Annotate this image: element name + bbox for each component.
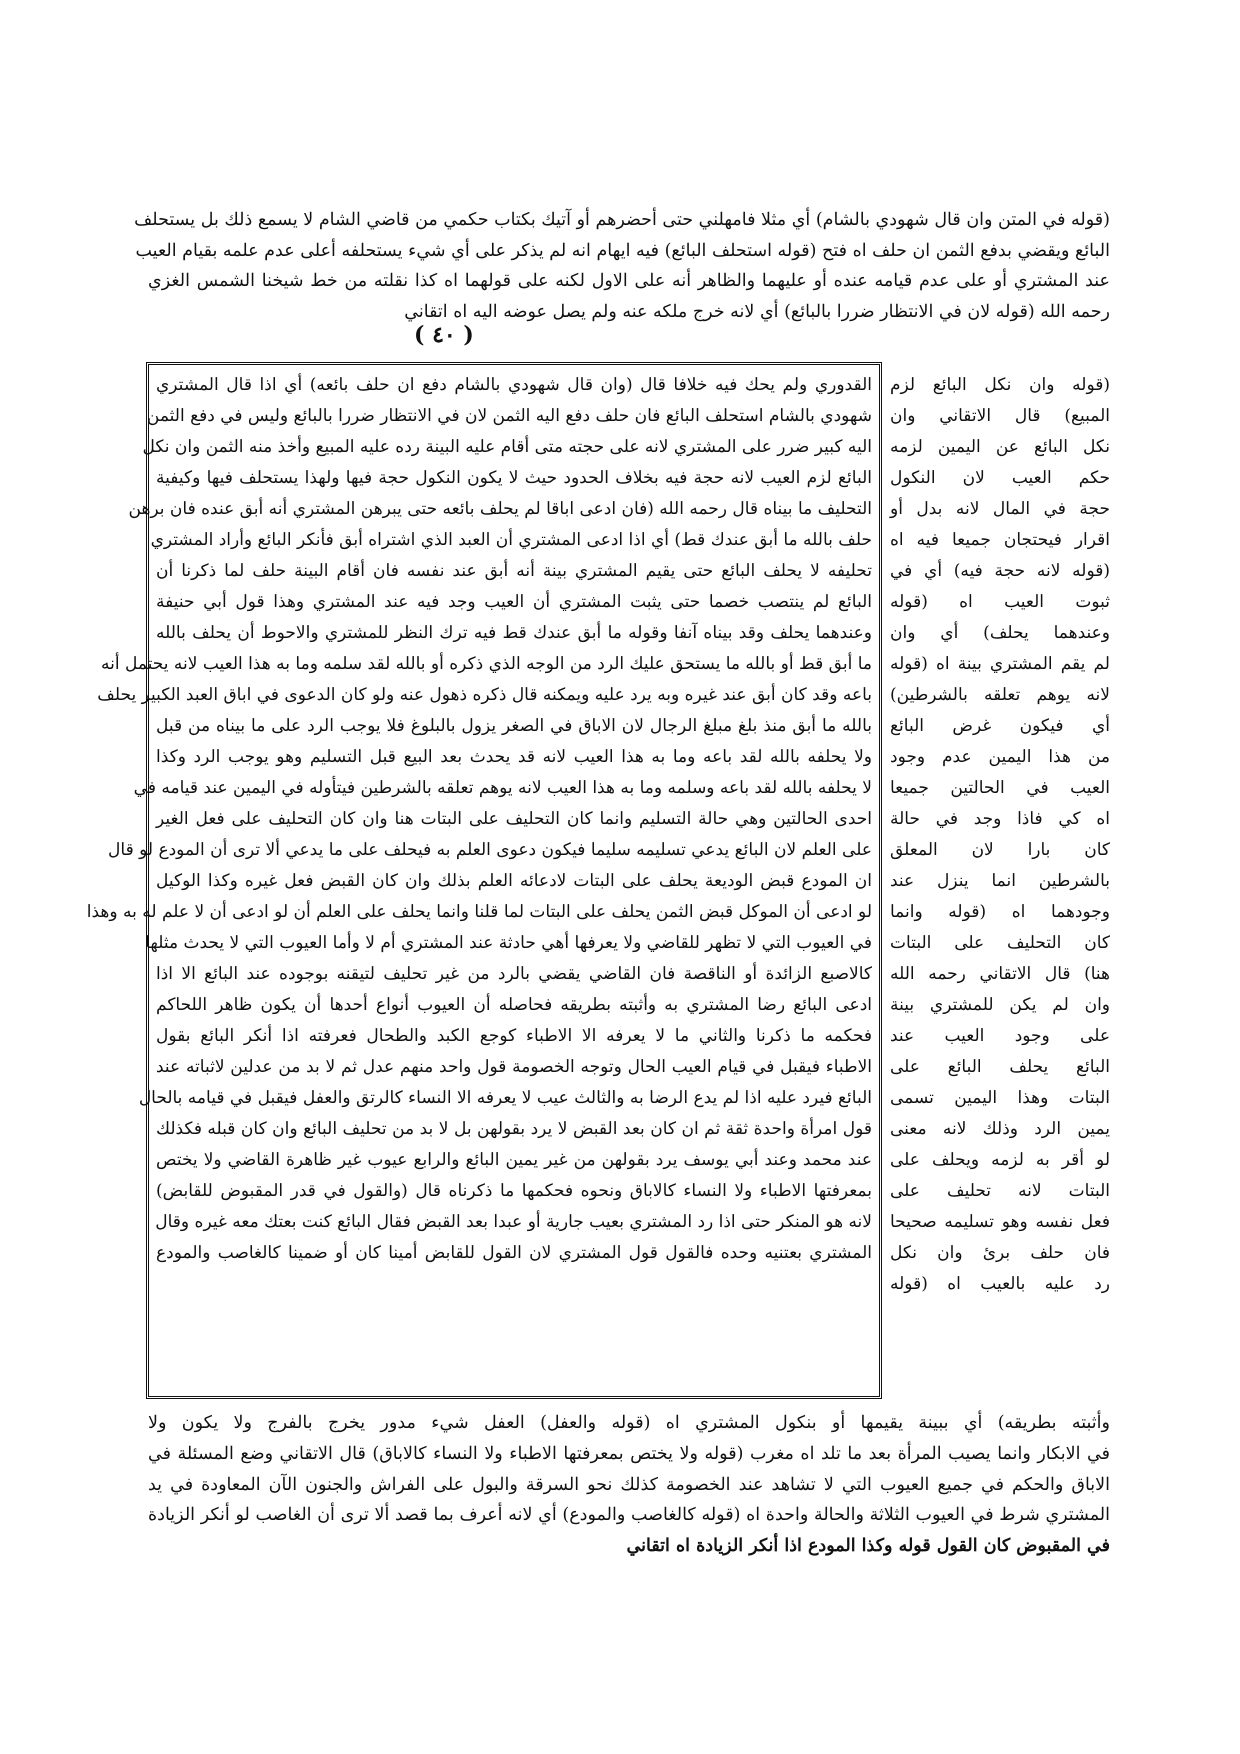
main-text-line: لو ادعى أن الموكل قبض الثمن يحلف على البتات لما قلنا وانما يحلف على العلم أن لو ادعى أن لا علم له به وهذا <box>86 902 872 922</box>
side-commentary-line: البتات وهذا اليمين تسمى <box>890 1088 1110 1108</box>
bottom-commentary <box>148 1408 1110 1562</box>
side-commentary-line: نكل البائع عن اليمين لزمه <box>890 437 1110 457</box>
main-text-line: بمعرفتها الاطباء ولا النساء كالاباق ونحوه فحكمها ما ذكرناه قال (والقول في قدر المقبوض للقابض) <box>156 1181 872 1201</box>
side-commentary-line: البائع يحلف البائع على <box>890 1057 1110 1077</box>
side-commentary-line: أي فيكون غرض البائع <box>890 716 1110 736</box>
side-commentary-line: ثبوت العيب اه (قوله <box>890 592 1110 612</box>
side-commentary-line: لم يقم المشتري بينة اه (قوله <box>890 654 1110 674</box>
main-text-line: التحليف ما بيناه قال رحمه الله (فان ادعى اباقا لم يحلف بائعه حتى يبرهن المشتري أنه أبق عنده فان برهن <box>128 499 872 519</box>
main-text-line: المشتري بعتنيه وحده فالقول قول المشتري لان القول للقابض أمينا كان أو ضمينا كالغاصب والمودع <box>156 1243 872 1263</box>
main-text-line: على العلم لان البائع يدعي تسليمه سليما فيكون دعوى العلم به فيحلف على ما يدعي ألا ترى أن المودع لو قال <box>108 840 872 860</box>
main-text-line: وعندهما يحلف وقد بيناه آنفا وقوله ما أبق عندك قط فيه ترك النظر للمشتري والاحوط أن يحلف بالله <box>156 623 872 643</box>
side-commentary-line: على وجود العيب عند <box>890 1026 1110 1046</box>
main-text-line: البائع لزم العيب لانه حجة فيه بخلاف الحدود حيث لا يكون النكول حجة فيها ولهذا يستحلف فيها وكيفية <box>156 468 872 488</box>
main-text-line: شهودي بالشام استحلف البائع فان حلف دفع اليه الثمن لان في الانتظار ضررا بالبائع وليس في دفع الثمن <box>146 406 872 426</box>
main-text-line: باعه وقد كان أبق عند غيره وبه يرد عليه ويمكنه قال ذكره ذهول عنه ولو كان الدعوى في اباق العبد الكبير يحلف <box>97 685 872 705</box>
side-commentary-line: يمين الرد وذلك لانه معنى <box>890 1119 1110 1139</box>
side-commentary-line: بالشرطين انما ينزل عند <box>890 871 1110 891</box>
side-commentary-line: كان بارا لان المعلق <box>890 840 1110 860</box>
main-text-line: احدى الحالتين وهي حالة التسليم وانما كان التحليف على البتات هنا وان كان التحليف على فعل الغير <box>156 809 872 829</box>
main-text-line: ادعى البائع رضا المشتري به وأثبته بطريقه فحاصله أن العيوب أنواع أحدها أن يكون ظاهر اللحاكم <box>156 995 872 1015</box>
side-commentary-line: اقرار فيحتجان جميعا فيه اه <box>890 530 1110 550</box>
commentary-line: رحمه الله (قوله لان في الانتظار ضررا بالبائع) أي لانه خرج ملكه عنه ولم يصل عوضه اليه اه اتقاني <box>404 301 1110 322</box>
side-commentary-line: (قوله وان نكل البائع لزم <box>890 375 1110 395</box>
main-text-line: عند محمد وعند أبي يوسف يرد بقولهن من غير يمين البائع والرابع عيوب غير ظاهرة القاضي ولا يختص <box>156 1150 872 1170</box>
side-commentary-line: اه كي فاذا وجد في حالة <box>890 809 1110 829</box>
main-text <box>86 370 872 1269</box>
side-commentary-line: حكم العيب لان النكول <box>890 468 1110 488</box>
commentary-line: في المقبوض كان القول قوله وكذا المودع اذا أنكر الزيادة اه اتقاني <box>626 1536 1110 1557</box>
top-commentary <box>134 205 1110 327</box>
commentary-line: في الابكار وانما يصيب المرأة بعد ما تلد اه مغرب (قوله ولا يختص بمعرفتها الاطباء ولا النساء كالاباق) قال الاتقاني وضع المسئلة في <box>148 1443 1110 1464</box>
commentary-line: وأثبته بطريقه) أي ببينة يقيمها أو بنكول المشتري اه (قوله والعفل) العفل شيء مدور يخرج بالفرج ولا يكون ولا <box>148 1413 1110 1433</box>
side-commentary-line: وجودهما اه (قوله وانما <box>890 902 1110 922</box>
main-text-line: اليه كبير ضرر على المشتري لانه على حجته متى أقام عليه البينة رده عليه المبيع وأخذ منه الثمن وان نكل <box>142 437 872 457</box>
side-commentary-line: العيب في الحالتين جميعا <box>890 778 1110 798</box>
main-text-line: ما أبق قط أو بالله ما يستحق عليك الرد من الوجه الذي ذكره أو بالله لقد سلمه وما به هذا العيب لانه يحتمل أنه <box>100 654 872 674</box>
side-commentary-line: لانه يوهم تعلقه بالشرطين) <box>890 685 1110 705</box>
main-text-line: ان المودع قبض الوديعة يحلف على البتات لادعائه العلم بذلك وان كان القبض فعل غيره وكذا الوكيل <box>156 871 872 891</box>
main-text-line: قول امرأة واحدة ثقة ثم ان كان بعد القبض لا يرد بقولهن بل لا بد من تحليف البائع وان كان قبله فكذلك <box>156 1119 872 1139</box>
side-commentary-line: حجة في المال لانه بدل أو <box>890 499 1110 519</box>
main-text-line: لا يحلفه بالله لقد باعه وسلمه وما به هذا العيب لانه يوهم تعلقه بالشرطين فيتأوله في اليمين عند قيامه في <box>133 778 872 798</box>
side-commentary-line: كان التحليف على البتات <box>890 933 1110 953</box>
main-text-line: الاطباء فيقبل في قيام العيب الحال وتوجه الخصومة قول واحد منهم عدل ثم لا بد من عدلين لاثباته عند <box>156 1057 872 1077</box>
side-commentary-line: من هذا اليمين عدم وجود <box>890 747 1110 767</box>
side-commentary-line: فان حلف برئ وان نكل <box>890 1243 1110 1263</box>
commentary-line: البائع ويقضي بدفع الثمن ان حلف اه فتح (قوله استحلف البائع) فيه ايهام انه لم يذكر على أي شيء يستحلفه أعلى عدم علمه بقيام العيب <box>135 240 1110 261</box>
main-text-line: حلف بالله ما أبق عندك قط) أي اذا ادعى المشتري أن العبد الذي اشتراه أبق فأنكر البائع وأراد المشتري <box>150 530 872 550</box>
side-commentary-line: البتات لانه تحليف على <box>890 1181 1110 1201</box>
main-text-line: القدوري ولم يحك فيه خلافا قال (وان قال شهودي بالشام دفع ان حلف بائعه) أي اذا قال المشتري <box>156 375 872 395</box>
side-commentary-line: وعندهما يحلف) أي وان <box>890 623 1110 643</box>
side-commentary-line: (قوله لانه حجة فيه) أي في <box>890 561 1110 581</box>
main-text-line: بالله ما أبق منذ بلغ مبلغ الرجال لان الاباق في الصغر يزول بالبلوغ فلا يوجب الرد على ما بيناه من قبل <box>156 716 872 736</box>
side-commentary-line: وان لم يكن للمشتري بينة <box>890 995 1110 1015</box>
commentary-line: (قوله في المتن وان قال شهودي بالشام) أي مثلا فامهلني حتى أحضرهم أو آتيك بكتاب حكمي من قاضي الشام لا يسمع ذلك بل يستحلف <box>134 210 1110 230</box>
side-commentary-line: فعل نفسه وهو تسليمه صحيحا <box>890 1212 1110 1232</box>
main-text-line: في العيوب التي لا تظهر للقاضي ولا يعرفها أهي حادثة عند المشتري أم لا وأما العيوب التي لا يحدث مثلها <box>145 933 872 953</box>
main-text-line: فحكمه ما ذكرنا والثاني ما لا يعرفه الا الاطباء كوجع الكبد والطحال فعرفته اذا أنكر البائع بقول <box>156 1026 872 1046</box>
main-text-line: لانه هو المنكر حتى اذا رد المشتري بعيب جارية أو عبدا بعد القبض فقال البائع كنت بعتك معه غيره وقال <box>155 1212 872 1232</box>
side-commentary-line: المبيع) قال الاتقاني وان <box>890 406 1110 426</box>
side-commentary <box>890 370 1110 1300</box>
side-commentary-line: هنا) قال الاتقاني رحمه الله <box>890 964 1110 984</box>
side-commentary-line: لو أقر به لزمه ويحلف على <box>890 1150 1110 1170</box>
page-number: ( ٤٠ ) <box>414 322 474 348</box>
commentary-line: عند المشتري أو على عدم قيامه عنده أو عليهما والظاهر أنه على الاول لكنه على قولهما اه كذا نقلته من خط شيخنا الشمس الغزي <box>148 271 1110 292</box>
commentary-line: الاباق والحكم في جميع العيوب التي لا تشاهد عند الخصومة كذلك نحو السرقة والبول على الفراش والجنون الآن المعاودة في يد <box>148 1474 1110 1495</box>
main-text-line: تحليفه لا يحلف البائع حتى يقيم المشتري بينة أنه أبق عند نفسه فان أقام البينة حلف لما ذكرنا أن <box>156 561 872 581</box>
main-text-line: كالاصبع الزائدة أو الناقصة فان القاضي يقضي بالرد من غير تحليف لتيقنه بوجوده عند البائع الا اذا <box>156 964 872 984</box>
side-commentary-line: رد عليه بالعيب اه (قوله <box>890 1274 1110 1294</box>
commentary-line: المشتري شرط في العيوب الثلاثة والحالة واحدة اه (قوله كالغاصب والمودع) أي لانه أعرف بما قصد ألا ترى أن الغاصب لو أنكر الزيادة <box>148 1505 1110 1526</box>
main-text-line: البائع فيرد عليه اذا لم يدع الرضا به والثالث عيب لا يعرفه الا النساء كالرتق والعفل فيقبل في قيامه بالحال <box>138 1088 872 1108</box>
main-text-line: البائع لم ينتصب خصما حتى يثبت المشتري أن العيب وجد فيه عند المشتري وهذا قول أبي حنيفة <box>156 592 872 612</box>
main-text-line: ولا يحلفه بالله لقد باعه وما به هذا العيب لانه قد يحدث بعد البيع قبل التسليم وهو يوجب الرد وكذا <box>156 747 872 767</box>
